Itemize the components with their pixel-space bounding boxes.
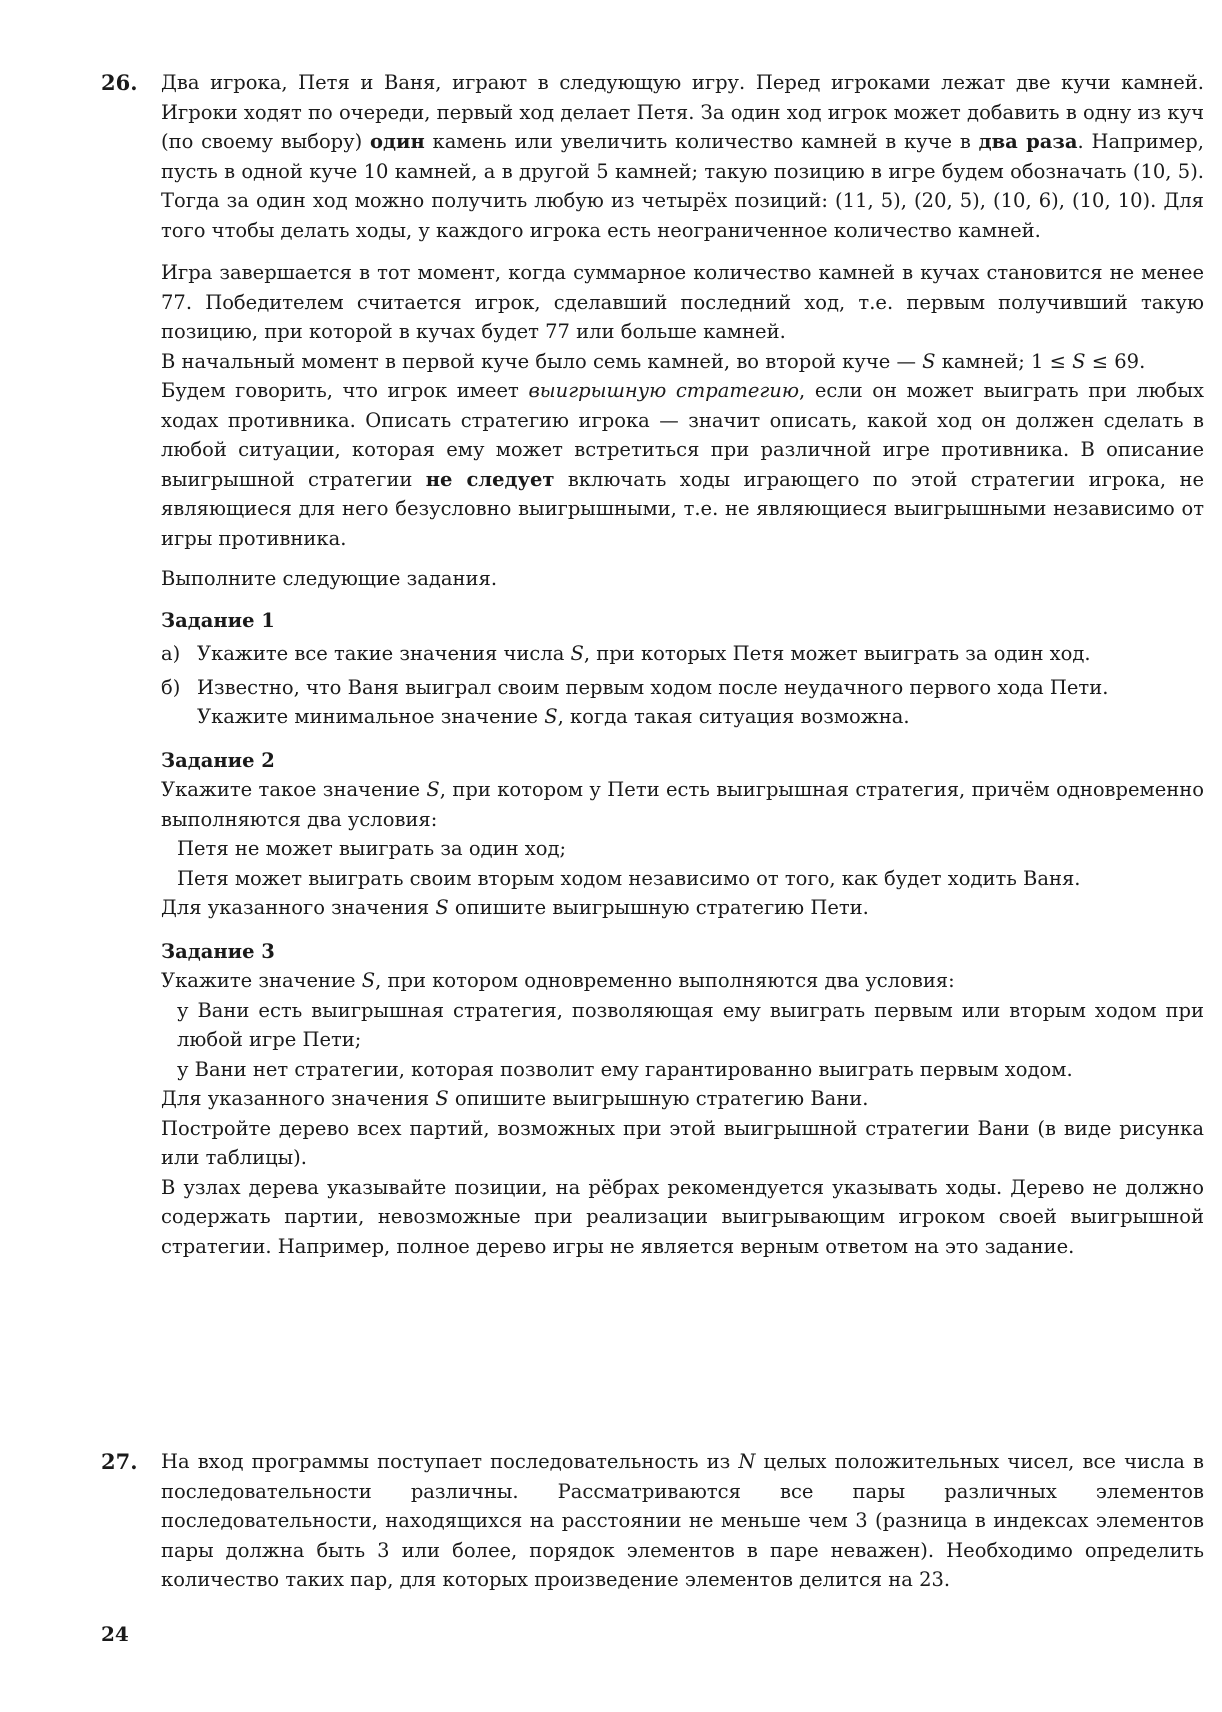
- instruction-line: Выполните следующие задания.: [161, 567, 498, 590]
- task-27-number: 27.: [101, 1449, 138, 1474]
- task-1a: а) Укажите все такие значения числа S, при которых Петя может выиграть за один ход.: [161, 642, 1091, 665]
- task-2-condition-2: Петя может выиграть своим вторым ходом независимо от того, как будет ходить Ваня.: [177, 866, 1081, 890]
- initial-state-paragraph: В начальный момент в первой куче было семь камней, во второй куче — S камней; 1 ≤ S ≤ 69.: [161, 349, 1146, 373]
- task-26-number: 26.: [101, 70, 138, 95]
- task-3-tree-notes: В узлах дерева указывайте позиции, на рёбрах рекомендуется указывать ходы. Дерево не должно содержать партии, невозможные при реализации выигрывающим игроком своей выигрышной стратегии. Например, полное дерево игры не является верным ответом на это задание.: [161, 1175, 1204, 1258]
- task-3-text: Укажите значение S, при котором одновременно выполняются два условия:: [161, 969, 955, 992]
- task-2-condition-1: Петя не может выиграть за один ход;: [177, 837, 567, 860]
- task-3-tree-request: Постройте дерево всех партий, возможных при этой выигрышной стратегии Вани (в виде рисунка или таблицы).: [161, 1116, 1204, 1169]
- intro-paragraph: Два игрока, Петя и Ваня, играют в следующую игру. Перед игроками лежат две кучи камней. Игроки ходят по очереди, первый ход делает Петя. За один ход игрок может добавить в одну из куч (по своему выбору) один камень или увеличить количество камней в куче в два раза. Например, пусть в одной куче 10 камней, а в другой 5 камней; такую позицию в игре будем обозначать (10, 5). Тогда за один ход можно получить любую из четырёх позиций: (11, 5), (20, 5), (10, 6), (10, 10). Для того чтобы делать ходы, у каждого игрока есть неограниченное количество камней.: [161, 71, 1204, 242]
- task-3-closing: Для указанного значения S опишите выигрышную стратегию Вани.: [161, 1087, 869, 1110]
- task-26-body: [161, 68, 1204, 1261]
- task-1b: б) Известно, что Ваня выиграл своим первым ходом после неудачного первого хода Пети. Укажите минимальное значение S, когда такая ситуация возможна.: [161, 675, 1109, 728]
- task-2-text: Укажите такое значение S, при котором у Пети есть выигрышная стратегия, причём одновременно выполняются два условия:: [161, 778, 1205, 831]
- task-3-heading: Задание 3: [161, 939, 275, 963]
- strategy-definition-paragraph: Будем говорить, что игрок имеет выигрышную стратегию, если он может выиграть при любых ходах противника. Описать стратегию игрока — значит описать, какой ход он должен сделать в любой ситуации, которая ему может встретиться при различной игре противника. В описание выигрышной стратегии не следует включать ходы играющего по этой стратегии игрока, не являющиеся для него безусловно выигрышными, т.е. не являющиеся выигрышными независимо от игры противника.: [161, 379, 1205, 550]
- task-2-heading: Задание 2: [161, 748, 275, 772]
- task-2-closing: Для указанного значения S опишите выигрышную стратегию Пети.: [161, 896, 869, 919]
- game-end-paragraph: Игра завершается в тот момент, когда суммарное количество камней в кучах становится не менее 77. Победителем считается игрок, сделавший последний ход, т.е. первым получивший такую позицию, при которой в кучах будет 77 или больше камней.: [161, 261, 1204, 343]
- task-1-heading: Задание 1: [161, 608, 275, 632]
- task-27-text: На вход программы поступает последовательность из N целых положительных чисел, все числа в последовательности различны. Рассматриваются все пары различных элементов последовательности, находящихся на расстоянии не меньше чем 3 (разница в индексах элементов пары должна быть 3 или более, порядок элементов в паре неважен). Необходимо определить количество таких пар, для которых произведение элементов делится на 23.: [161, 1450, 1204, 1591]
- task-3-condition-1: у Вани есть выигрышная стратегия, позволяющая ему выиграть первым или вторым ходом при любой игре Пети;: [177, 998, 1204, 1051]
- task-27-body: [161, 1447, 1204, 1595]
- task-3-condition-2: у Вани нет стратегии, которая позволит ему гарантированно выиграть первым ходом.: [177, 1057, 1073, 1081]
- page-number: 24: [101, 1622, 129, 1646]
